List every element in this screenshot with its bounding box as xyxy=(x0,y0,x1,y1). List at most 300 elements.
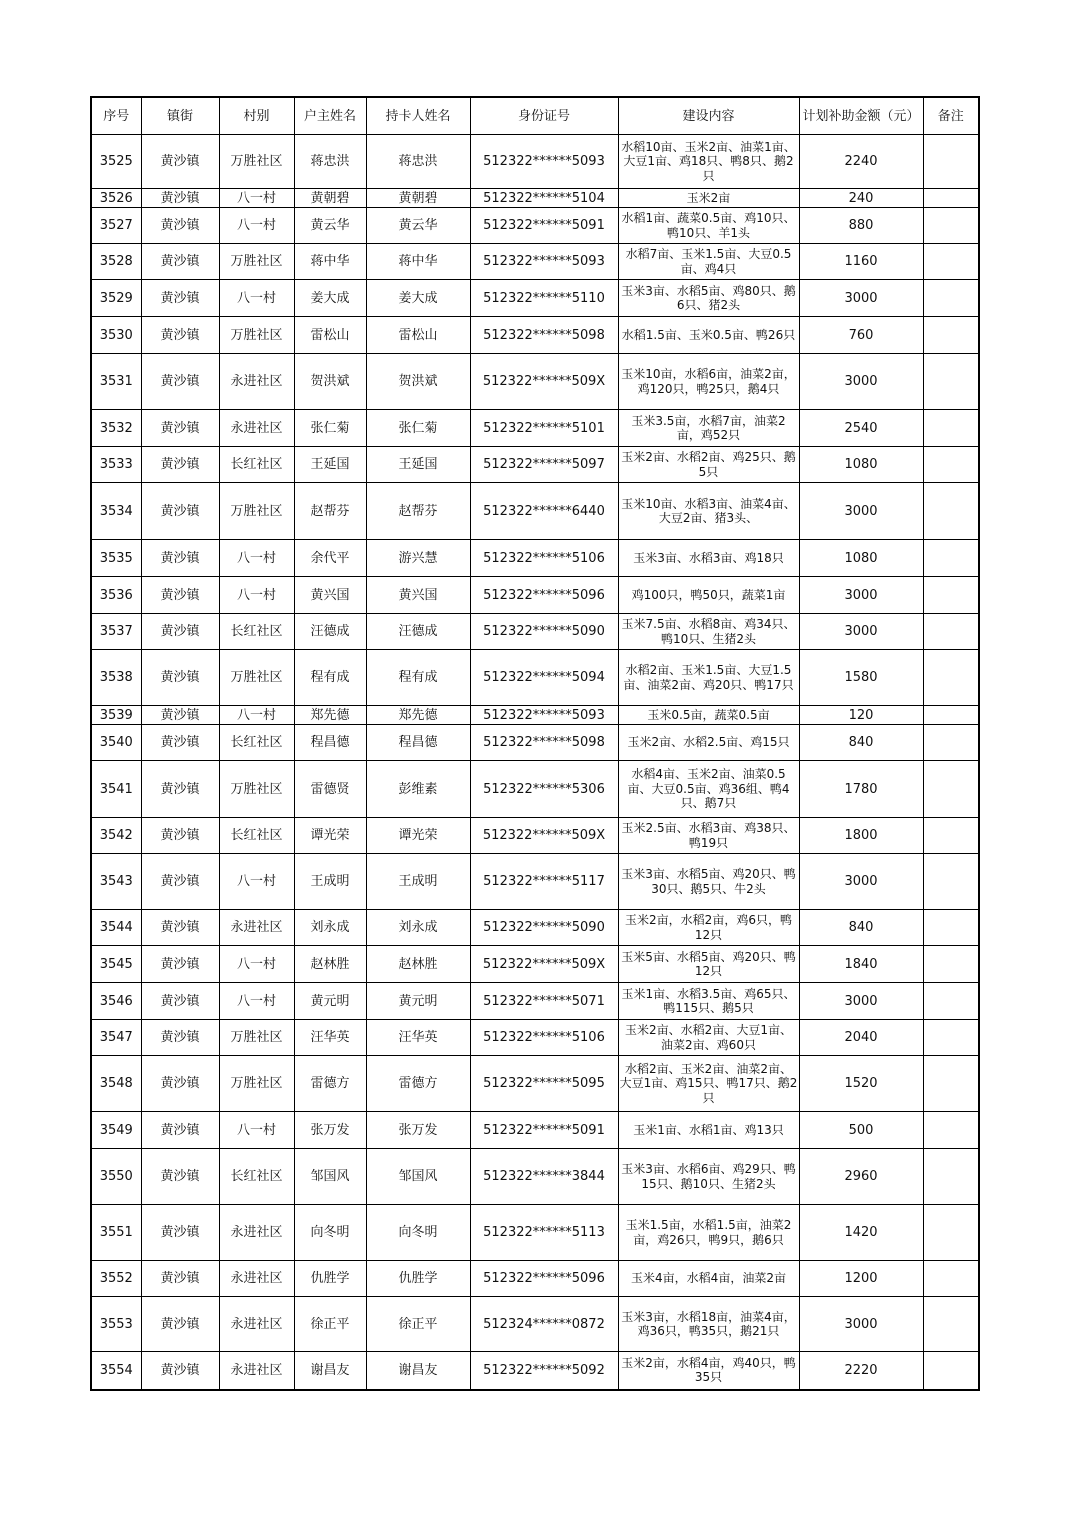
cell-household-head: 刘永成 xyxy=(294,910,366,946)
cell-note xyxy=(923,614,979,650)
cell-id-number: 512322******5106 xyxy=(470,1020,618,1056)
cell-no: 3535 xyxy=(91,540,141,577)
cell-household-head: 余代平 xyxy=(294,540,366,577)
table-row xyxy=(91,410,979,447)
cell-id-number: 512322******5113 xyxy=(470,1205,618,1261)
cell-id-number: 512322******5093 xyxy=(470,706,618,725)
cell-village: 八一村 xyxy=(219,280,294,317)
cell-town: 黄沙镇 xyxy=(141,854,219,910)
cell-no: 3533 xyxy=(91,447,141,483)
cell-no: 3525 xyxy=(91,135,141,189)
cell-town: 黄沙镇 xyxy=(141,946,219,983)
table-row xyxy=(91,135,979,189)
cell-id-number: 512322******5093 xyxy=(470,244,618,280)
cell-village: 八一村 xyxy=(219,208,294,244)
cell-no: 3552 xyxy=(91,1261,141,1297)
cell-id-number: 512322******5095 xyxy=(470,1056,618,1112)
cell-village: 永进社区 xyxy=(219,410,294,447)
cell-construction-content: 鸡100只，鸭50只，蔬菜1亩 xyxy=(618,577,799,614)
cell-note xyxy=(923,244,979,280)
cell-no: 3529 xyxy=(91,280,141,317)
cell-card-holder: 黄朝碧 xyxy=(366,189,470,208)
cell-no: 3549 xyxy=(91,1112,141,1149)
cell-household-head: 雷松山 xyxy=(294,317,366,354)
cell-construction-content: 水稻2亩、玉米1.5亩、大豆1.5亩、油菜2亩、鸡20只、鸭17只 xyxy=(618,650,799,706)
cell-card-holder: 姜大成 xyxy=(366,280,470,317)
cell-village: 长红社区 xyxy=(219,1149,294,1205)
cell-subsidy-amount: 1080 xyxy=(799,447,923,483)
cell-town: 黄沙镇 xyxy=(141,280,219,317)
cell-note xyxy=(923,483,979,540)
cell-town: 黄沙镇 xyxy=(141,540,219,577)
header-note: 备注 xyxy=(923,97,979,135)
cell-town: 黄沙镇 xyxy=(141,483,219,540)
cell-village: 八一村 xyxy=(219,854,294,910)
cell-village: 永进社区 xyxy=(219,1352,294,1390)
table-row xyxy=(91,761,979,818)
cell-construction-content: 玉米2亩、水稻2亩、大豆1亩、油菜2亩、鸡60只 xyxy=(618,1020,799,1056)
cell-card-holder: 谭光荣 xyxy=(366,818,470,854)
cell-town: 黄沙镇 xyxy=(141,410,219,447)
table-row xyxy=(91,1056,979,1112)
cell-household-head: 黄元明 xyxy=(294,983,366,1020)
cell-construction-content: 玉米1.5亩，水稻1.5亩，油菜2亩，鸡26只，鸭9只，鹅6只 xyxy=(618,1205,799,1261)
cell-household-head: 汪华英 xyxy=(294,1020,366,1056)
cell-card-holder: 赵帮芬 xyxy=(366,483,470,540)
table-row xyxy=(91,1261,979,1297)
cell-card-holder: 向冬明 xyxy=(366,1205,470,1261)
cell-card-holder: 黄兴国 xyxy=(366,577,470,614)
header-id-number: 身份证号 xyxy=(470,97,618,135)
cell-construction-content: 水稻7亩、玉米1.5亩、大豆0.5亩、鸡4只 xyxy=(618,244,799,280)
cell-household-head: 谭光荣 xyxy=(294,818,366,854)
cell-card-holder: 张仁菊 xyxy=(366,410,470,447)
cell-household-head: 徐正平 xyxy=(294,1297,366,1352)
cell-household-head: 赵帮芬 xyxy=(294,483,366,540)
cell-village: 永进社区 xyxy=(219,1205,294,1261)
cell-village: 长红社区 xyxy=(219,614,294,650)
cell-construction-content: 玉米3.5亩，水稻7亩，油菜2亩，鸡52只 xyxy=(618,410,799,447)
cell-subsidy-amount: 840 xyxy=(799,910,923,946)
cell-id-number: 512322******5091 xyxy=(470,1112,618,1149)
cell-subsidy-amount: 240 xyxy=(799,189,923,208)
table-row xyxy=(91,1297,979,1352)
cell-id-number: 512322******509X xyxy=(470,946,618,983)
cell-village: 永进社区 xyxy=(219,354,294,410)
cell-note xyxy=(923,317,979,354)
cell-no: 3526 xyxy=(91,189,141,208)
cell-card-holder: 赵林胜 xyxy=(366,946,470,983)
cell-construction-content: 玉米3亩，水稻18亩，油菜4亩，鸡36只，鸭35只，鹅21只 xyxy=(618,1297,799,1352)
cell-town: 黄沙镇 xyxy=(141,1205,219,1261)
table-row xyxy=(91,818,979,854)
cell-town: 黄沙镇 xyxy=(141,910,219,946)
cell-id-number: 512322******5096 xyxy=(470,577,618,614)
cell-card-holder: 谢昌友 xyxy=(366,1352,470,1390)
cell-subsidy-amount: 2540 xyxy=(799,410,923,447)
cell-note xyxy=(923,1261,979,1297)
cell-id-number: 512322******5097 xyxy=(470,447,618,483)
table-row xyxy=(91,1020,979,1056)
header-town: 镇街 xyxy=(141,97,219,135)
cell-household-head: 赵林胜 xyxy=(294,946,366,983)
cell-village: 长红社区 xyxy=(219,447,294,483)
cell-id-number: 512322******5104 xyxy=(470,189,618,208)
cell-town: 黄沙镇 xyxy=(141,189,219,208)
cell-id-number: 512322******5110 xyxy=(470,280,618,317)
cell-card-holder: 汪德成 xyxy=(366,614,470,650)
cell-village: 长红社区 xyxy=(219,725,294,761)
cell-subsidy-amount: 2960 xyxy=(799,1149,923,1205)
cell-construction-content: 玉米10亩、水稻3亩、油菜4亩、大豆2亩、猪3头、 xyxy=(618,483,799,540)
cell-village: 八一村 xyxy=(219,189,294,208)
cell-village: 长红社区 xyxy=(219,818,294,854)
cell-town: 黄沙镇 xyxy=(141,577,219,614)
cell-subsidy-amount: 3000 xyxy=(799,577,923,614)
table-row xyxy=(91,1149,979,1205)
cell-no: 3532 xyxy=(91,410,141,447)
cell-note xyxy=(923,135,979,189)
cell-note xyxy=(923,1205,979,1261)
cell-note xyxy=(923,189,979,208)
table-row xyxy=(91,1205,979,1261)
cell-village: 八一村 xyxy=(219,983,294,1020)
cell-household-head: 程有成 xyxy=(294,650,366,706)
cell-town: 黄沙镇 xyxy=(141,1261,219,1297)
cell-town: 黄沙镇 xyxy=(141,983,219,1020)
table-row xyxy=(91,189,979,208)
header-card-holder: 持卡人姓名 xyxy=(366,97,470,135)
cell-construction-content: 玉米2亩，水稻4亩，鸡40只，鸭35只 xyxy=(618,1352,799,1390)
cell-town: 黄沙镇 xyxy=(141,1020,219,1056)
cell-subsidy-amount: 120 xyxy=(799,706,923,725)
cell-village: 八一村 xyxy=(219,540,294,577)
cell-id-number: 512322******6440 xyxy=(470,483,618,540)
cell-household-head: 王成明 xyxy=(294,854,366,910)
cell-no: 3538 xyxy=(91,650,141,706)
header-subsidy-amount: 计划补助金额（元） xyxy=(799,97,923,135)
cell-village: 永进社区 xyxy=(219,910,294,946)
cell-no: 3530 xyxy=(91,317,141,354)
cell-subsidy-amount: 3000 xyxy=(799,854,923,910)
cell-card-holder: 雷德方 xyxy=(366,1056,470,1112)
cell-id-number: 512322******5093 xyxy=(470,135,618,189)
cell-card-holder: 徐正平 xyxy=(366,1297,470,1352)
cell-card-holder: 雷松山 xyxy=(366,317,470,354)
cell-household-head: 贺洪斌 xyxy=(294,354,366,410)
cell-construction-content: 水稻10亩、玉米2亩、油菜1亩、大豆1亩、鸡18只、鸭8只、鹅2只 xyxy=(618,135,799,189)
cell-subsidy-amount: 1580 xyxy=(799,650,923,706)
cell-no: 3551 xyxy=(91,1205,141,1261)
table-row xyxy=(91,317,979,354)
cell-town: 黄沙镇 xyxy=(141,447,219,483)
cell-village: 万胜社区 xyxy=(219,650,294,706)
cell-note xyxy=(923,818,979,854)
cell-note xyxy=(923,208,979,244)
subsidy-table xyxy=(90,96,980,1391)
header-row xyxy=(91,97,979,135)
cell-card-holder: 蒋中华 xyxy=(366,244,470,280)
cell-card-holder: 王成明 xyxy=(366,854,470,910)
cell-subsidy-amount: 3000 xyxy=(799,614,923,650)
cell-construction-content: 玉米2亩 xyxy=(618,189,799,208)
cell-household-head: 邹国风 xyxy=(294,1149,366,1205)
cell-household-head: 王延国 xyxy=(294,447,366,483)
cell-note xyxy=(923,354,979,410)
cell-construction-content: 玉米3亩、水稻6亩、鸡29只、鸭15只、鹅10只、生猪2头 xyxy=(618,1149,799,1205)
cell-town: 黄沙镇 xyxy=(141,614,219,650)
cell-household-head: 谢昌友 xyxy=(294,1352,366,1390)
cell-no: 3548 xyxy=(91,1056,141,1112)
cell-household-head: 蒋忠洪 xyxy=(294,135,366,189)
cell-note xyxy=(923,1056,979,1112)
cell-town: 黄沙镇 xyxy=(141,317,219,354)
cell-note xyxy=(923,577,979,614)
cell-card-holder: 张万发 xyxy=(366,1112,470,1149)
cell-town: 黄沙镇 xyxy=(141,1352,219,1390)
cell-construction-content: 水稻1.5亩、玉米0.5亩、鸭26只 xyxy=(618,317,799,354)
cell-household-head: 汪德成 xyxy=(294,614,366,650)
cell-no: 3542 xyxy=(91,818,141,854)
cell-no: 3539 xyxy=(91,706,141,725)
cell-card-holder: 汪华英 xyxy=(366,1020,470,1056)
cell-note xyxy=(923,447,979,483)
table-row xyxy=(91,910,979,946)
cell-no: 3536 xyxy=(91,577,141,614)
cell-subsidy-amount: 2240 xyxy=(799,135,923,189)
cell-subsidy-amount: 1420 xyxy=(799,1205,923,1261)
table-row xyxy=(91,1352,979,1390)
cell-village: 万胜社区 xyxy=(219,244,294,280)
cell-subsidy-amount: 3000 xyxy=(799,483,923,540)
cell-card-holder: 郑先德 xyxy=(366,706,470,725)
cell-card-holder: 仇胜学 xyxy=(366,1261,470,1297)
cell-village: 万胜社区 xyxy=(219,1056,294,1112)
cell-town: 黄沙镇 xyxy=(141,208,219,244)
cell-id-number: 512322******509X xyxy=(470,818,618,854)
table-row xyxy=(91,650,979,706)
cell-no: 3540 xyxy=(91,725,141,761)
cell-village: 八一村 xyxy=(219,706,294,725)
cell-id-number: 512322******5090 xyxy=(470,614,618,650)
cell-household-head: 向冬明 xyxy=(294,1205,366,1261)
cell-construction-content: 玉米5亩、水稻5亩、鸡20只、鸭12只 xyxy=(618,946,799,983)
cell-construction-content: 玉米4亩，水稻4亩，油菜2亩 xyxy=(618,1261,799,1297)
cell-card-holder: 程有成 xyxy=(366,650,470,706)
cell-note xyxy=(923,410,979,447)
cell-town: 黄沙镇 xyxy=(141,1112,219,1149)
cell-construction-content: 水稻2亩、玉米2亩、油菜2亩、大豆1亩、鸡15只、鸭17只、鹅2只 xyxy=(618,1056,799,1112)
header-construction-content: 建设内容 xyxy=(618,97,799,135)
cell-construction-content: 玉米3亩、水稻5亩、鸡80只、鹅6只、猪2头 xyxy=(618,280,799,317)
cell-household-head: 蒋中华 xyxy=(294,244,366,280)
cell-village: 八一村 xyxy=(219,946,294,983)
cell-id-number: 512322******509X xyxy=(470,354,618,410)
cell-card-holder: 王延国 xyxy=(366,447,470,483)
table-row xyxy=(91,483,979,540)
cell-note xyxy=(923,1352,979,1390)
cell-household-head: 张万发 xyxy=(294,1112,366,1149)
cell-id-number: 512324******0872 xyxy=(470,1297,618,1352)
table-row xyxy=(91,447,979,483)
cell-subsidy-amount: 1840 xyxy=(799,946,923,983)
cell-card-holder: 彭维素 xyxy=(366,761,470,818)
cell-id-number: 512322******5071 xyxy=(470,983,618,1020)
cell-household-head: 雷德贤 xyxy=(294,761,366,818)
cell-household-head: 姜大成 xyxy=(294,280,366,317)
table-row xyxy=(91,280,979,317)
cell-subsidy-amount: 1200 xyxy=(799,1261,923,1297)
cell-card-holder: 刘永成 xyxy=(366,910,470,946)
cell-village: 永进社区 xyxy=(219,1261,294,1297)
cell-no: 3550 xyxy=(91,1149,141,1205)
table-row xyxy=(91,577,979,614)
cell-card-holder: 邹国风 xyxy=(366,1149,470,1205)
cell-construction-content: 玉米2.5亩、水稻3亩、鸡38只、鸭19只 xyxy=(618,818,799,854)
cell-construction-content: 玉米0.5亩，蔬菜0.5亩 xyxy=(618,706,799,725)
cell-card-holder: 贺洪斌 xyxy=(366,354,470,410)
cell-id-number: 512322******5090 xyxy=(470,910,618,946)
cell-household-head: 程昌德 xyxy=(294,725,366,761)
cell-id-number: 512322******5098 xyxy=(470,725,618,761)
cell-construction-content: 水稻1亩、蔬菜0.5亩、鸡10只、鸭10只、羊1头 xyxy=(618,208,799,244)
table-row xyxy=(91,854,979,910)
cell-construction-content: 玉米7.5亩、水稻8亩、鸡34只、鸭10只、生猪2头 xyxy=(618,614,799,650)
cell-note xyxy=(923,706,979,725)
cell-note xyxy=(923,946,979,983)
table-row xyxy=(91,725,979,761)
cell-household-head: 张仁菊 xyxy=(294,410,366,447)
cell-village: 万胜社区 xyxy=(219,761,294,818)
cell-subsidy-amount: 3000 xyxy=(799,280,923,317)
cell-household-head: 郑先德 xyxy=(294,706,366,725)
cell-construction-content: 水稻4亩、玉米2亩、油菜0.5亩、大豆0.5亩、鸡36组、鸭4只、鹅7只 xyxy=(618,761,799,818)
table-row xyxy=(91,208,979,244)
cell-note xyxy=(923,983,979,1020)
cell-household-head: 仇胜学 xyxy=(294,1261,366,1297)
cell-construction-content: 玉米1亩、水稻1亩、鸡13只 xyxy=(618,1112,799,1149)
cell-town: 黄沙镇 xyxy=(141,1149,219,1205)
cell-construction-content: 玉米2亩、水稻2.5亩、鸡15只 xyxy=(618,725,799,761)
cell-id-number: 512322******5117 xyxy=(470,854,618,910)
table-row xyxy=(91,540,979,577)
cell-construction-content: 玉米1亩、水稻3.5亩、鸡65只、鸭115只、鹅5只 xyxy=(618,983,799,1020)
cell-note xyxy=(923,1112,979,1149)
cell-note xyxy=(923,725,979,761)
cell-note xyxy=(923,540,979,577)
table-row xyxy=(91,946,979,983)
table-row xyxy=(91,614,979,650)
cell-subsidy-amount: 880 xyxy=(799,208,923,244)
cell-subsidy-amount: 3000 xyxy=(799,983,923,1020)
cell-construction-content: 玉米2亩，水稻2亩，鸡6只，鸭12只 xyxy=(618,910,799,946)
cell-town: 黄沙镇 xyxy=(141,1297,219,1352)
table-row xyxy=(91,706,979,725)
cell-subsidy-amount: 760 xyxy=(799,317,923,354)
cell-subsidy-amount: 2220 xyxy=(799,1352,923,1390)
cell-no: 3554 xyxy=(91,1352,141,1390)
cell-id-number: 512322******3844 xyxy=(470,1149,618,1205)
cell-town: 黄沙镇 xyxy=(141,354,219,410)
cell-no: 3528 xyxy=(91,244,141,280)
cell-household-head: 黄朝碧 xyxy=(294,189,366,208)
cell-no: 3543 xyxy=(91,854,141,910)
cell-note xyxy=(923,910,979,946)
cell-id-number: 512322******5101 xyxy=(470,410,618,447)
cell-village: 八一村 xyxy=(219,1112,294,1149)
cell-no: 3534 xyxy=(91,483,141,540)
table-row xyxy=(91,983,979,1020)
cell-subsidy-amount: 3000 xyxy=(799,1297,923,1352)
table-row xyxy=(91,244,979,280)
cell-no: 3527 xyxy=(91,208,141,244)
cell-construction-content: 玉米10亩，水稻6亩，油菜2亩，鸡120只，鸭25只，鹅4只 xyxy=(618,354,799,410)
header-no: 序号 xyxy=(91,97,141,135)
cell-village: 永进社区 xyxy=(219,1297,294,1352)
cell-subsidy-amount: 2040 xyxy=(799,1020,923,1056)
cell-subsidy-amount: 1160 xyxy=(799,244,923,280)
cell-note xyxy=(923,1297,979,1352)
cell-village: 万胜社区 xyxy=(219,317,294,354)
cell-id-number: 512322******5094 xyxy=(470,650,618,706)
cell-subsidy-amount: 1080 xyxy=(799,540,923,577)
cell-no: 3544 xyxy=(91,910,141,946)
cell-card-holder: 游兴慧 xyxy=(366,540,470,577)
cell-household-head: 黄云华 xyxy=(294,208,366,244)
cell-no: 3546 xyxy=(91,983,141,1020)
cell-household-head: 黄兴国 xyxy=(294,577,366,614)
cell-id-number: 512322******5098 xyxy=(470,317,618,354)
cell-id-number: 512322******5106 xyxy=(470,540,618,577)
cell-no: 3537 xyxy=(91,614,141,650)
cell-town: 黄沙镇 xyxy=(141,706,219,725)
cell-town: 黄沙镇 xyxy=(141,244,219,280)
cell-village: 八一村 xyxy=(219,577,294,614)
table-row xyxy=(91,354,979,410)
cell-subsidy-amount: 840 xyxy=(799,725,923,761)
cell-note xyxy=(923,1149,979,1205)
cell-note xyxy=(923,854,979,910)
cell-note xyxy=(923,650,979,706)
cell-village: 万胜社区 xyxy=(219,135,294,189)
cell-id-number: 512322******5092 xyxy=(470,1352,618,1390)
cell-no: 3547 xyxy=(91,1020,141,1056)
cell-note xyxy=(923,280,979,317)
table-row xyxy=(91,1112,979,1149)
cell-no: 3531 xyxy=(91,354,141,410)
cell-card-holder: 蒋忠洪 xyxy=(366,135,470,189)
cell-town: 黄沙镇 xyxy=(141,818,219,854)
cell-id-number: 512322******5091 xyxy=(470,208,618,244)
cell-card-holder: 程昌德 xyxy=(366,725,470,761)
cell-town: 黄沙镇 xyxy=(141,725,219,761)
cell-note xyxy=(923,1020,979,1056)
cell-village: 万胜社区 xyxy=(219,483,294,540)
cell-construction-content: 玉米3亩、水稻3亩、鸡18只 xyxy=(618,540,799,577)
header-village: 村别 xyxy=(219,97,294,135)
cell-note xyxy=(923,761,979,818)
cell-construction-content: 玉米3亩、水稻5亩、鸡20只、鸭30只、鹅5只、牛2头 xyxy=(618,854,799,910)
cell-id-number: 512322******5096 xyxy=(470,1261,618,1297)
cell-construction-content: 玉米2亩、水稻2亩、鸡25只、鹅5只 xyxy=(618,447,799,483)
cell-town: 黄沙镇 xyxy=(141,650,219,706)
cell-household-head: 雷德方 xyxy=(294,1056,366,1112)
cell-town: 黄沙镇 xyxy=(141,761,219,818)
cell-town: 黄沙镇 xyxy=(141,135,219,189)
cell-subsidy-amount: 3000 xyxy=(799,354,923,410)
cell-no: 3553 xyxy=(91,1297,141,1352)
cell-subsidy-amount: 500 xyxy=(799,1112,923,1149)
